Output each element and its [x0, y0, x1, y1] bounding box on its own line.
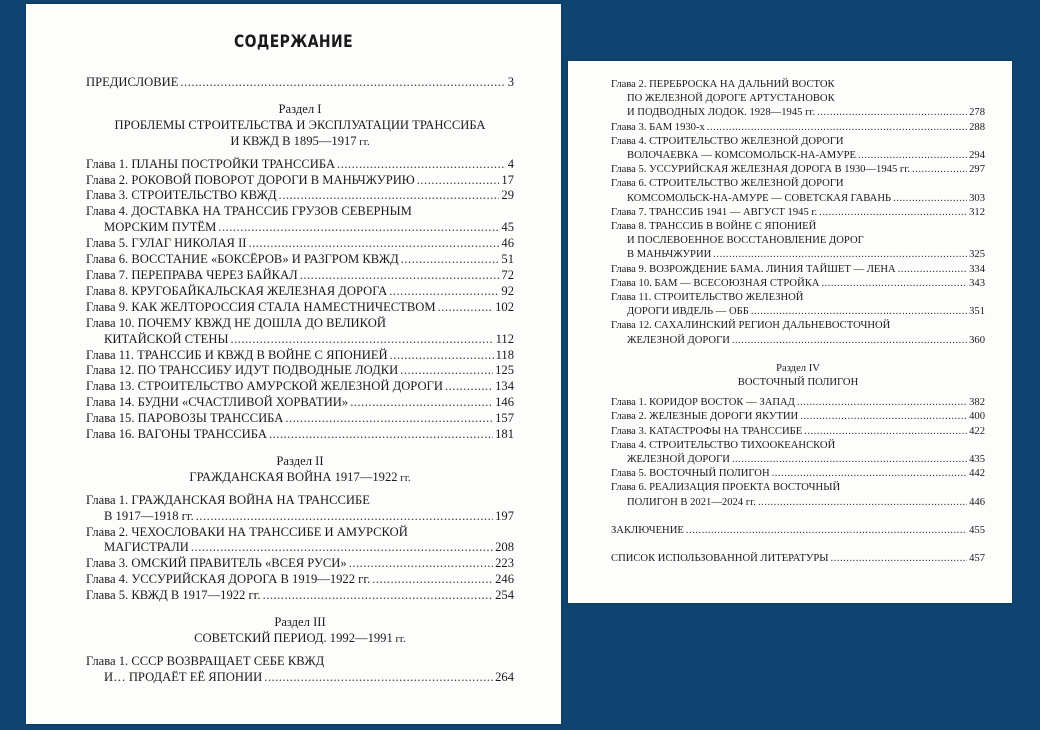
- entry-title-line: Глава 4. СТРОИТЕЛЬСТВО ЖЕЛЕЗНОЙ ДОРОГИ: [611, 135, 844, 147]
- entry-title: ПРЕДИСЛОВИЕ: [86, 75, 179, 89]
- dot-leader: [686, 524, 967, 538]
- toc-entry[interactable]: [86, 572, 514, 588]
- toc-entry[interactable]: [611, 467, 985, 481]
- dot-leader: [417, 173, 500, 189]
- dot-leader: [400, 363, 493, 379]
- toc-entry[interactable]: [86, 411, 514, 427]
- toc-entry[interactable]: [86, 493, 514, 525]
- contents-title: СОДЕРЖАНИЕ: [233, 32, 354, 52]
- toc-entry[interactable]: [611, 481, 985, 509]
- entry-page: 181: [495, 427, 514, 442]
- section-title: ВОСТОЧНЫЙ ПОЛИГОН: [737, 377, 859, 389]
- entry-title: Глава 5. УССУРИЙСКАЯ ЖЕЛЕЗНАЯ ДОРОГА В 1930—1945 гг.: [611, 164, 911, 176]
- toc-entry[interactable]: [86, 173, 514, 189]
- toc-entry[interactable]: [86, 654, 514, 686]
- entry-title: КОМСОМОЛЬСК-НА-АМУРЕ — СОВЕТСКАЯ ГАВАНЬ: [627, 192, 892, 204]
- entry-page: 72: [501, 267, 514, 282]
- entry-title: ЗАКЛЮЧЕНИЕ: [611, 524, 684, 536]
- entry-title: Глава 5. КВЖД В 1917—1922 гг.: [86, 588, 261, 603]
- entry-page: 303: [969, 192, 985, 204]
- entry-page: 45: [501, 220, 514, 235]
- entry-title: В МАНЬЧЖУРИИ: [627, 249, 712, 261]
- right-toc: [611, 78, 985, 566]
- left-toc: [86, 75, 514, 686]
- dot-leader: [337, 157, 506, 173]
- dot-leader: [732, 453, 967, 467]
- toc-entry[interactable]: [611, 135, 985, 163]
- dot-leader: [401, 252, 500, 268]
- entry-title-line: Глава 4. ДОСТАВКА НА ТРАНССИБ ГРУЗОВ СЕВЕРНЫМ: [86, 204, 412, 219]
- section-heading: Раздел II: [276, 453, 324, 468]
- entry-page: 125: [495, 363, 514, 378]
- entry-title-line: Глава 8. ТРАНССИБ В ВОЙНЕ С ЯПОНИЕЙ: [611, 221, 817, 233]
- entry-title: Глава 9. ВОЗРОЖДЕНИЕ БАМА. ЛИНИЯ ТАЙШЕТ — ЛЕНА: [611, 263, 896, 275]
- toc-entry[interactable]: [86, 588, 514, 604]
- section-3-entries: [86, 654, 514, 686]
- dot-leader: [264, 670, 493, 686]
- entry-title: Глава 7. ПЕРЕПРАВА ЧЕРЕЗ БАЙКАЛ: [86, 267, 298, 282]
- toc-entry[interactable]: [611, 291, 985, 319]
- entry-page: 29: [501, 188, 514, 203]
- toc-entry[interactable]: [86, 525, 514, 557]
- left-page: [26, 4, 561, 724]
- entry-page: 254: [495, 588, 514, 603]
- section-4-entries: [611, 396, 985, 510]
- entry-page: 446: [969, 496, 985, 508]
- entry-title: Глава 5. ВОСТОЧНЫЙ ПОЛИГОН: [611, 468, 770, 480]
- dot-leader: [821, 277, 967, 291]
- entry-title: КИТАЙСКОЙ СТЕНЫ: [104, 331, 229, 346]
- entry-title: Глава 8. КРУГОБАЙКАЛЬСКАЯ ЖЕЛЕЗНАЯ ДОРОГА: [86, 283, 388, 298]
- toc-entry[interactable]: [86, 157, 514, 173]
- entry-page: 400: [969, 411, 985, 423]
- entry-title: Глава 4. УССУРИЙСКАЯ ДОРОГА В 1919—1922 гг.: [86, 572, 371, 587]
- entry-page: 422: [969, 425, 985, 437]
- entry-page: 246: [495, 572, 514, 587]
- toc-entry[interactable]: [86, 300, 514, 316]
- entry-title-line: Глава 6. РЕАЛИЗАЦИЯ ПРОЕКТА ВОСТОЧНЫЙ: [611, 482, 841, 494]
- entry-title-line: И ПОСЛЕВОЕННОЕ ВОССТАНОВЛЕНИЕ ДОРОГ: [627, 235, 864, 247]
- entry-title: Глава 1. КОРИДОР ВОСТОК — ЗАПАД: [611, 397, 795, 409]
- entry-title: ЖЕЛЕЗНОЙ ДОРОГИ: [627, 454, 730, 466]
- section-heading: Раздел I: [278, 101, 322, 116]
- section-title: ГРАЖДАНСКАЯ ВОЙНА 1917—1922 гг.: [189, 469, 411, 484]
- section-title: ПРОБЛЕМЫ СТРОИТЕЛЬСТВА И ЭКСПЛУАТАЦИИ ТРАНССИБА: [114, 117, 486, 132]
- dot-leader: [898, 263, 967, 277]
- dot-leader: [300, 268, 500, 284]
- dot-leader: [817, 106, 967, 120]
- entry-title-line: Глава 1. СССР ВОЗВРАЩАЕТ СЕБЕ КВЖД: [86, 653, 325, 668]
- dot-leader: [732, 334, 967, 348]
- dot-leader: [804, 425, 967, 439]
- dot-leader: [893, 192, 967, 206]
- toc-entry[interactable]: [611, 206, 985, 220]
- dot-leader: [230, 332, 493, 348]
- entry-title-line: Глава 12. САХАЛИНСКИЙ РЕГИОН ДАЛЬНЕВОСТОЧНОЙ: [611, 320, 891, 332]
- entry-title: ДОРОГИ ИВДЕЛЬ — ОББ: [627, 306, 749, 318]
- toc-entry[interactable]: [611, 220, 985, 263]
- entry-title: Глава 12. ПО ТРАНССИБУ ИДУТ ПОДВОДНЫЕ ЛОДКИ: [86, 363, 399, 378]
- section-title: И КВЖД В 1895—1917 гг.: [230, 133, 370, 148]
- entry-title: Глава 6. ВОССТАНИЕ «БОКСЁРОВ» И РАЗГРОМ КВЖД: [86, 252, 399, 267]
- toc-entry[interactable]: [611, 78, 985, 121]
- toc-entry[interactable]: [611, 425, 985, 439]
- entry-page: 17: [501, 172, 514, 187]
- dot-leader: [858, 149, 967, 163]
- dot-leader: [819, 206, 967, 220]
- section-3-continued-entries: [611, 78, 985, 348]
- entry-title: Глава 7. ТРАНССИБ 1941 — АВГУСТ 1945 г.: [611, 206, 818, 218]
- toc-entry[interactable]: [611, 177, 985, 205]
- entry-title: Глава 14. БУДНИ «СЧАСТЛИВОЙ ХОРВАТИИ»: [86, 395, 349, 410]
- dot-leader: [248, 236, 499, 252]
- dot-leader: [758, 496, 967, 510]
- entry-page: 312: [969, 206, 985, 218]
- entry-title-line: Глава 4. СТРОИТЕЛЬСТВО ТИХООКЕАНСКОЙ: [611, 439, 836, 451]
- entry-page: 208: [495, 540, 514, 555]
- dot-leader: [797, 396, 967, 410]
- entry-title: Глава 5. ГУЛАГ НИКОЛАЯ II: [86, 236, 247, 251]
- entry-page: 288: [969, 121, 985, 133]
- entry-title: В 1917—1918 гг.: [104, 508, 194, 523]
- toc-entry[interactable]: [611, 396, 985, 410]
- dot-leader: [180, 75, 505, 91]
- entry-title: Глава 15. ПАРОВОЗЫ ТРАНССИБА: [86, 411, 284, 426]
- dot-leader: [285, 411, 493, 427]
- entry-title: Глава 3. ОМСКИЙ ПРАВИТЕЛЬ «ВСЕЯ РУСИ»: [86, 556, 347, 571]
- toc-entry[interactable]: [86, 363, 514, 379]
- dot-leader: [438, 300, 494, 316]
- toc-entry[interactable]: [86, 348, 514, 364]
- entry-page: 382: [969, 397, 985, 409]
- dot-leader: [196, 509, 493, 525]
- entry-title: ЖЕЛЕЗНОЙ ДОРОГИ: [627, 334, 730, 346]
- section-heading: Раздел III: [274, 615, 326, 630]
- entry-page: 294: [969, 150, 985, 162]
- toc-entry[interactable]: [611, 163, 985, 177]
- entry-title-line: Глава 6. СТРОИТЕЛЬСТВО ЖЕЛЕЗНОЙ ДОРОГИ: [611, 178, 844, 190]
- toc-entry[interactable]: [86, 188, 514, 204]
- entry-page: 92: [501, 283, 514, 298]
- entry-title-line: Глава 11. СТРОИТЕЛЬСТВО ЖЕЛЕЗНОЙ: [611, 292, 804, 304]
- entry-page: 51: [501, 252, 514, 267]
- entry-title: Глава 1. ПЛАНЫ ПОСТРОЙКИ ТРАНССИБА: [86, 156, 336, 171]
- dot-leader: [800, 410, 967, 424]
- dot-leader: [279, 188, 500, 204]
- toc-entry[interactable]: [86, 236, 514, 252]
- toc-entry-preface[interactable]: [86, 75, 514, 91]
- entry-page: 134: [495, 379, 514, 394]
- toc-entry[interactable]: [86, 268, 514, 284]
- toc-entry-bibliography[interactable]: [611, 552, 985, 566]
- entry-title: Глава 2. РОКОВОЙ ПОВОРОТ ДОРОГИ В МАНЬЧЖУРИЮ: [86, 172, 415, 187]
- toc-entry[interactable]: [611, 439, 985, 467]
- entry-page: 264: [495, 669, 514, 684]
- entry-page: 325: [969, 249, 985, 261]
- entry-title-line: Глава 2. ЧЕХОСЛОВАКИ НА ТРАНССИБЕ И АМУРСКОЙ: [86, 524, 408, 539]
- entry-page: 157: [495, 411, 514, 426]
- entry-page: 360: [969, 334, 985, 346]
- section-2-entries: [86, 493, 514, 604]
- dot-leader: [831, 552, 968, 566]
- entry-page: 351: [969, 306, 985, 318]
- entry-title: МАГИСТРАЛИ: [104, 540, 189, 555]
- entry-title: Глава 10. БАМ — ВСЕСОЮЗНАЯ СТРОЙКА: [611, 277, 820, 289]
- dot-leader: [263, 588, 494, 604]
- toc-entry[interactable]: [611, 410, 985, 424]
- toc-entry[interactable]: [86, 284, 514, 300]
- toc-entry-conclusion[interactable]: [611, 524, 985, 538]
- toc-entry[interactable]: [86, 427, 514, 443]
- entry-title: Глава 3. БАМ 1930-х: [611, 121, 705, 133]
- dot-leader: [751, 305, 967, 319]
- entry-page: 278: [969, 107, 985, 119]
- section-1-entries: [86, 157, 514, 443]
- dot-leader: [218, 220, 499, 236]
- entry-page: 457: [969, 553, 985, 565]
- entry-title: Глава 11. ТРАНССИБ И КВЖД В ВОЙНЕ С ЯПОНИЕЙ: [86, 347, 388, 362]
- entry-title: Глава 3. СТРОИТЕЛЬСТВО КВЖД: [86, 188, 277, 203]
- toc-entry[interactable]: [611, 277, 985, 291]
- dot-leader: [912, 163, 967, 177]
- entry-title: Глава 2. ЖЕЛЕЗНЫЕ ДОРОГИ ЯКУТИИ: [611, 411, 799, 423]
- entry-title: И… ПРОДАЁТ ЕЁ ЯПОНИИ: [104, 669, 263, 684]
- dot-leader: [372, 572, 493, 588]
- section-heading: Раздел IV: [776, 362, 820, 374]
- entry-title-line: ПО ЖЕЛЕЗНОЙ ДОРОГЕ АРТУСТАНОВОК: [627, 93, 835, 105]
- entry-page: 4: [507, 156, 514, 171]
- toc-entry[interactable]: [86, 316, 514, 348]
- entry-title-line: Глава 1. ГРАЖДАНСКАЯ ВОЙНА НА ТРАНССИБЕ: [86, 492, 370, 507]
- entry-page: 46: [501, 236, 514, 251]
- toc-entry[interactable]: [86, 204, 514, 236]
- entry-page: 343: [969, 277, 985, 289]
- entry-title: СПИСОК ИСПОЛЬЗОВАННОЙ ЛИТЕРАТУРЫ: [611, 553, 829, 565]
- toc-entry[interactable]: [86, 556, 514, 572]
- toc-entry[interactable]: [86, 379, 514, 395]
- entry-page: 442: [969, 468, 985, 480]
- entry-title: ВОЛОЧАЕВКА — КОМСОМОЛЬСК-НА-АМУРЕ: [627, 150, 856, 162]
- dot-leader: [772, 467, 968, 481]
- entry-title-line: Глава 10. ПОЧЕМУ КВЖД НЕ ДОШЛА ДО ВЕЛИКОЙ: [86, 315, 386, 330]
- dot-leader: [191, 540, 493, 556]
- entry-page: 297: [969, 164, 985, 176]
- toc-entry[interactable]: [611, 319, 985, 347]
- dot-leader: [350, 395, 493, 411]
- dot-leader: [445, 379, 493, 395]
- dot-leader: [707, 121, 967, 135]
- entry-page: 3: [507, 75, 514, 89]
- dot-leader: [269, 427, 493, 443]
- entry-title: Глава 13. СТРОИТЕЛЬСТВО АМУРСКОЙ ЖЕЛЕЗНОЙ ДОРОГИ: [86, 379, 443, 394]
- entry-page: 435: [969, 454, 985, 466]
- dot-leader: [349, 556, 493, 572]
- entry-title: И ПОДВОДНЫХ ЛОДОК. 1928—1945 гг.: [627, 107, 816, 119]
- dot-leader: [713, 248, 967, 262]
- entry-page: 146: [495, 395, 514, 410]
- entry-page: 334: [969, 263, 985, 275]
- entry-page: 223: [495, 556, 514, 571]
- toc-entry[interactable]: [611, 121, 985, 135]
- toc-entry[interactable]: [611, 263, 985, 277]
- entry-title: ПОЛИГОН В 2021—2024 гг.: [627, 496, 756, 508]
- entry-page: 197: [495, 508, 514, 523]
- entry-title: Глава 16. ВАГОНЫ ТРАНССИБА: [86, 427, 267, 442]
- entry-title: МОРСКИМ ПУТЁМ: [104, 220, 217, 235]
- entry-title: Глава 9. КАК ЖЕЛТОРОССИЯ СТАЛА НАМЕСТНИЧЕСТВОМ: [86, 299, 436, 314]
- entry-page: 102: [495, 299, 514, 314]
- toc-entry[interactable]: [86, 252, 514, 268]
- right-page: [568, 61, 1012, 603]
- section-title: СОВЕТСКИЙ ПЕРИОД. 1992—1991 гг.: [194, 631, 406, 645]
- dot-leader: [390, 348, 494, 364]
- entry-title-line: Глава 2. ПЕРЕБРОСКА НА ДАЛЬНИЙ ВОСТОК: [611, 79, 835, 90]
- dot-leader: [389, 284, 499, 300]
- entry-page: 455: [969, 524, 985, 536]
- entry-title: Глава 3. КАТАСТРОФЫ НА ТРАНССИБЕ: [611, 425, 803, 437]
- entry-page: 118: [495, 347, 514, 362]
- toc-entry[interactable]: [86, 395, 514, 411]
- entry-page: 112: [495, 331, 514, 346]
